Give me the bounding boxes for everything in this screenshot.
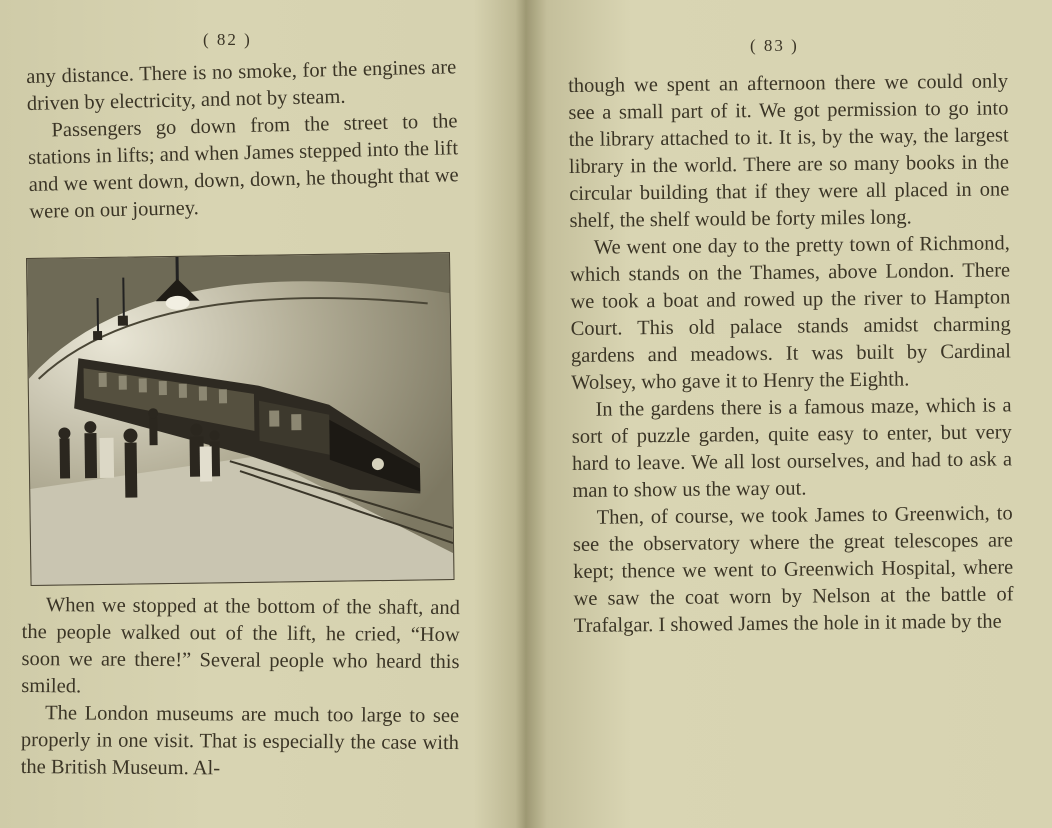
- train-illustration: [26, 252, 455, 586]
- paragraph: any distance. There is no smoke, for the engines are driven by electricity, and not by steam.: [26, 56, 457, 115]
- paragraph: Passengers go down from the street to the stations in lifts; and when James stepped into the lift and we went down, down, down, he thought that we were on our journey.: [27, 110, 459, 223]
- paragraph: The London museums are much too large to see properly in one visit. That is especially the case with the British Museum. Al-: [20, 702, 460, 780]
- paragraph: When we stopped at the bottom of the shaft, and the people walked out of the lift, he cried, “How soon we are there!” Several people who heard this smiled.: [21, 594, 460, 698]
- right-page: [508, 0, 1052, 828]
- right-text: [568, 68, 1014, 640]
- paragraph: though we spent an afternoon there we could only see a small part of it. We got permission to go into the library attached to it. It is, by the way, the largest library in the world. There are so many books in the circular building that if they were all placed in one shelf, the shelf would be forty miles long.: [568, 70, 1010, 232]
- left-text-top: [26, 54, 460, 226]
- paragraph: Then, of course, we took James to Greenwich, to see the observatory where the great telescopes are kept; thence we went to Greenwich Hospital, where we saw the coat worn by Nelson at the battle of Trafalgar. I showed James the hole in it made by the: [572, 502, 1014, 637]
- page-number: ( 82 ): [203, 30, 252, 49]
- paragraph: We went one day to the pretty town of Richmond, which stands on the Thames, above London. There we took a boat and rowed up the river to Hampton Court. This old palace stands amidst charming gardens and meadows. It was built by Cardinal Wolsey, who gave it to Henry the Eighth.: [570, 232, 1012, 394]
- paragraph: In the gardens there is a famous maze, which is a sort of puzzle garden, quite easy to enter, but very hard to leave. We all lost ourselves, and had to ask a man to show us the way out.: [571, 394, 1013, 502]
- page-number: ( 83 ): [750, 36, 799, 55]
- left-text-bottom: [21, 592, 460, 784]
- left-page: [0, 0, 500, 828]
